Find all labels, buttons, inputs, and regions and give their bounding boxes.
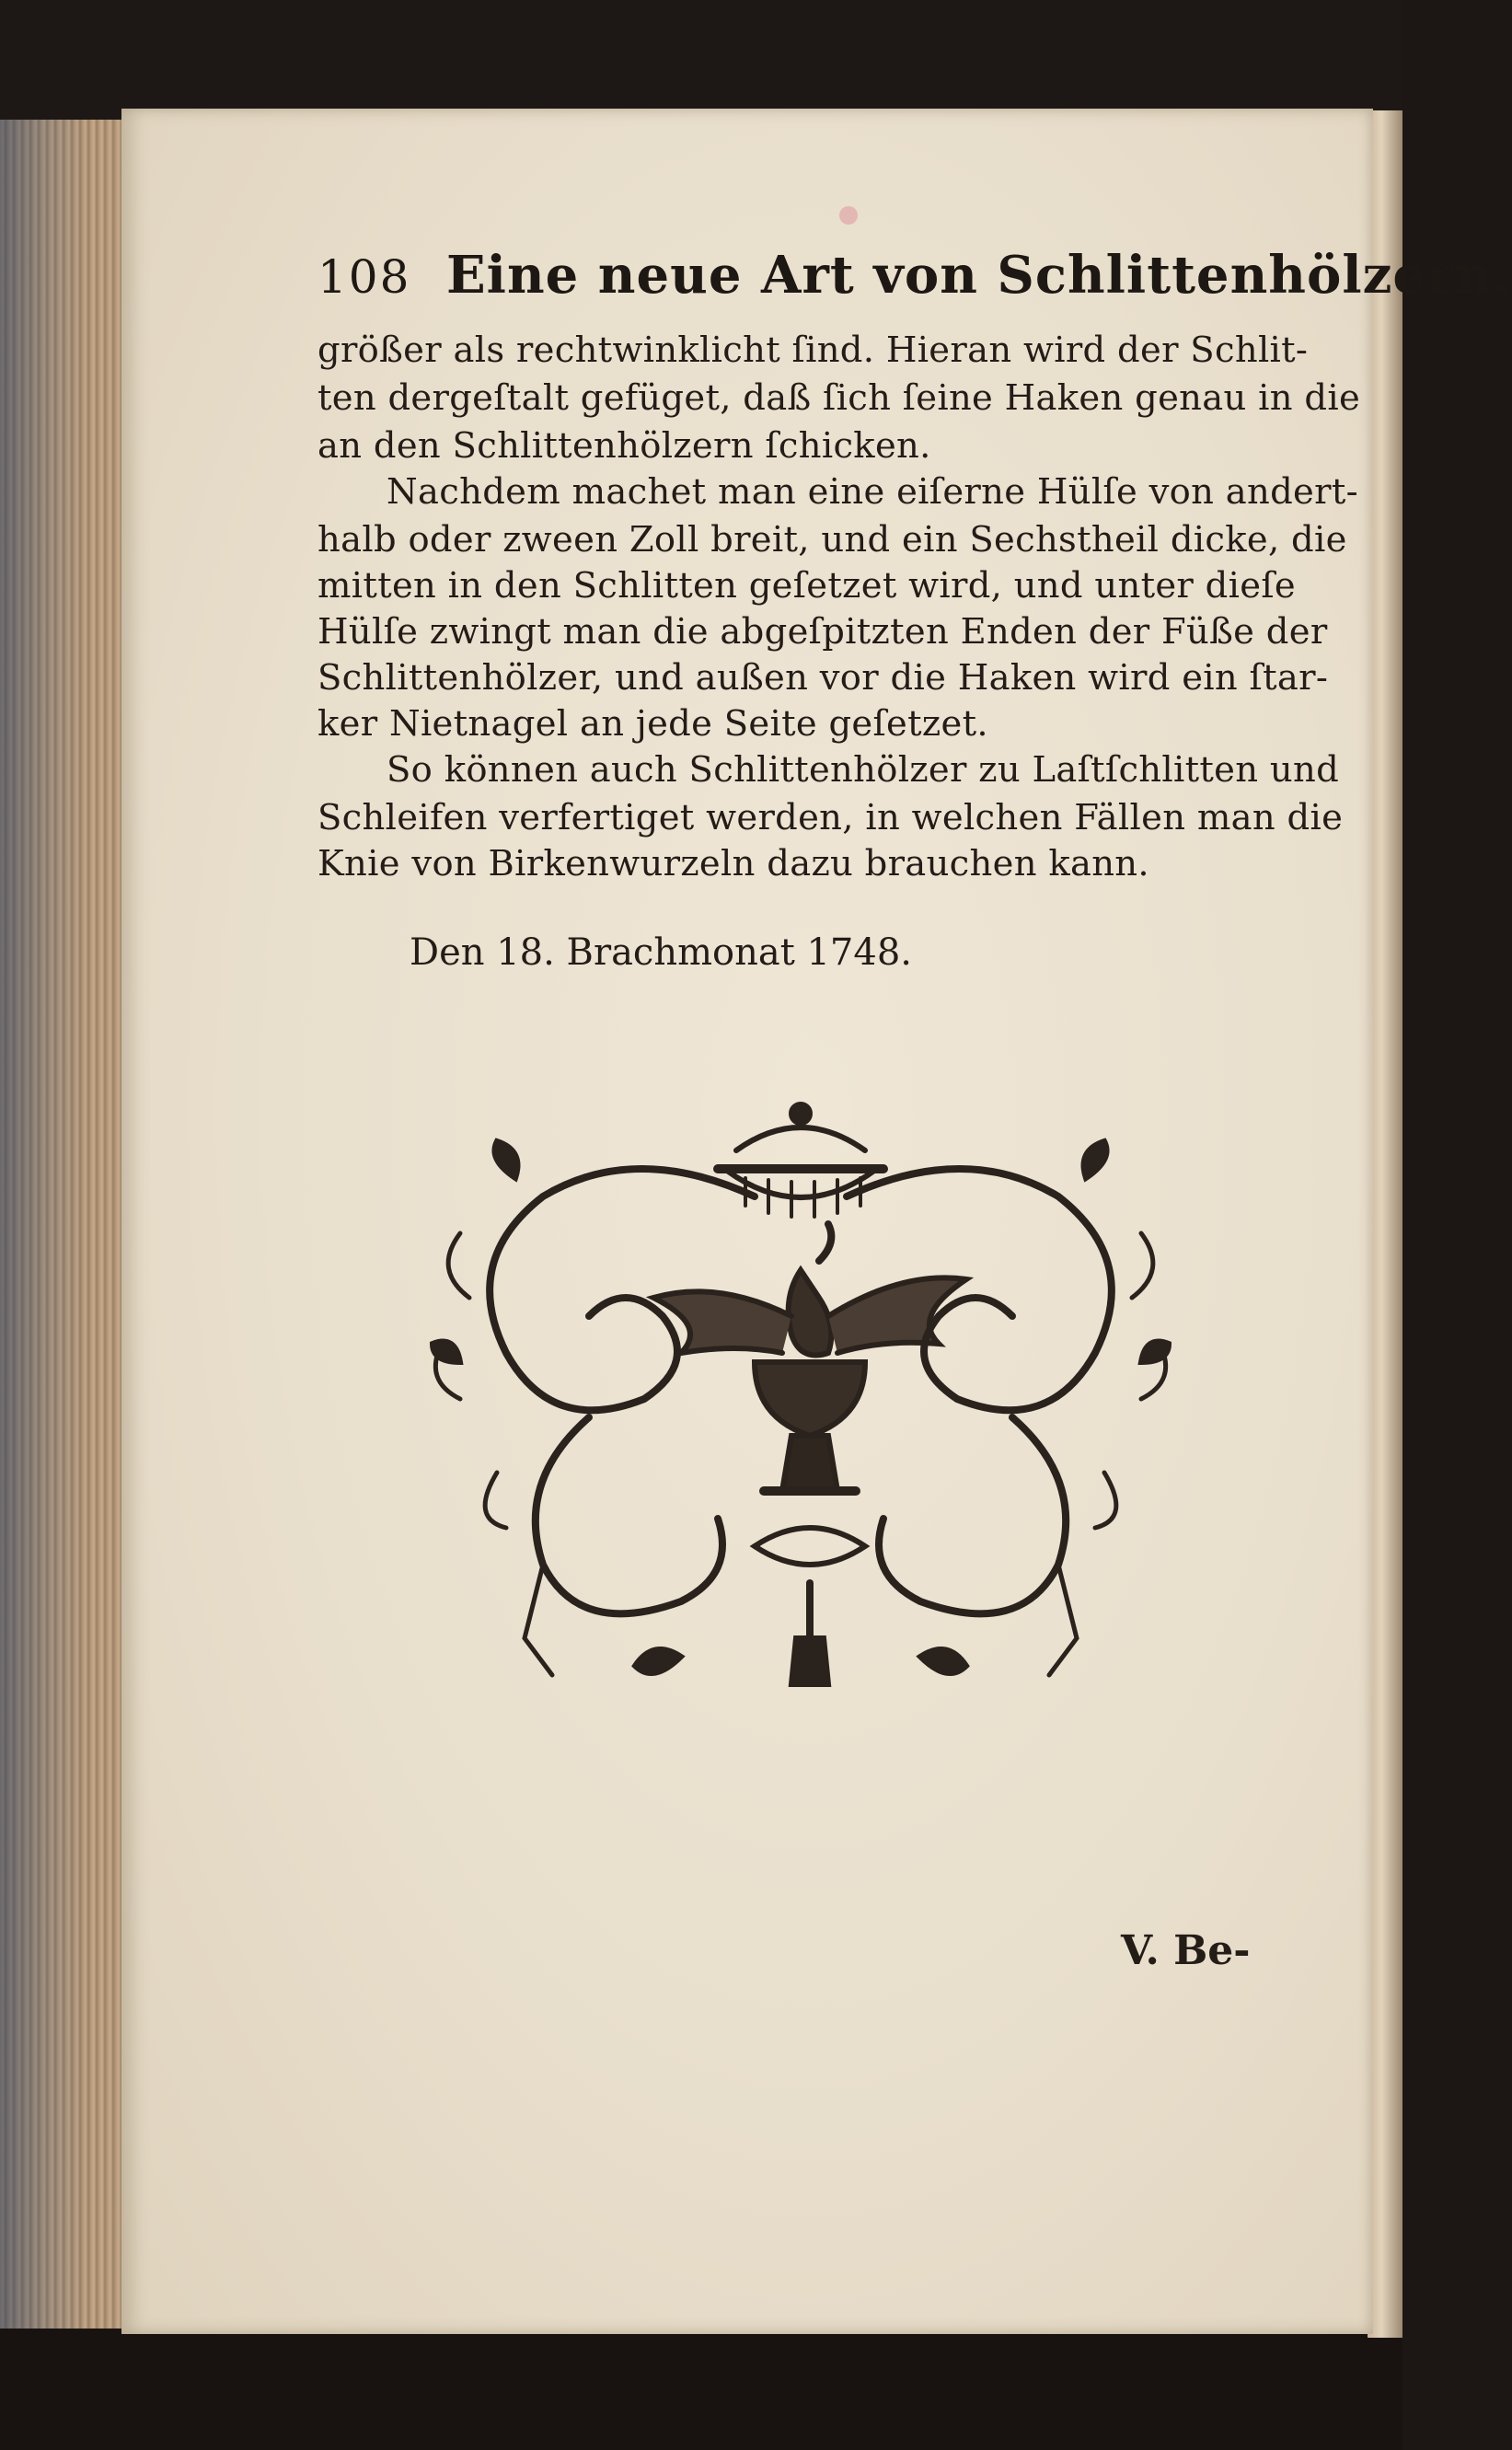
page-header xyxy=(317,241,1512,315)
running-title: Eine neue Art von Schlittenhölzern. xyxy=(446,245,1512,306)
body-line: ten dergeſtalt gefüget, daß ſich ſeine Haken genau in die xyxy=(317,377,1361,419)
body-line: Schleifen verfertiget werden, in welchen Fällen man die xyxy=(317,797,1344,838)
ink-stain xyxy=(839,206,858,225)
body-line: Knie von Birkenwurzeln dazu brauchen kann. xyxy=(317,843,1149,884)
eagle-vignette-icon xyxy=(405,1086,1196,1767)
page-number: 108 xyxy=(317,250,411,304)
book-edge-shadow xyxy=(0,120,129,2329)
body-line: Nachdem machet man eine eiſerne Hülſe von andert- xyxy=(387,471,1358,513)
body-line: Hülſe zwingt man die abgeſpitzten Enden der Füße der xyxy=(317,611,1328,653)
body-line: mitten in den Schlitten geſetzet wird, und unter dieſe xyxy=(317,565,1296,607)
dateline: Den 18. Brachmonat 1748. xyxy=(410,931,912,974)
body-line: an den Schlittenhölzern ſchicken. xyxy=(317,425,931,467)
body-line: So können auch Schlittenhölzer zu Laſtſchlitten und xyxy=(387,749,1340,791)
body-line: Schlittenhölzer, und außen vor die Haken wird ein ſtar- xyxy=(317,657,1329,699)
catchword: V. Be- xyxy=(1121,1927,1251,1974)
body-line: halb oder zween Zoll breit, und ein Sechstheil dicke, die xyxy=(317,519,1347,560)
body-line: größer als rechtwinklicht ſind. Hieran wird der Schlit- xyxy=(317,329,1309,371)
body-line: ker Nietnagel an jede Seite geſetzet. xyxy=(317,703,988,745)
